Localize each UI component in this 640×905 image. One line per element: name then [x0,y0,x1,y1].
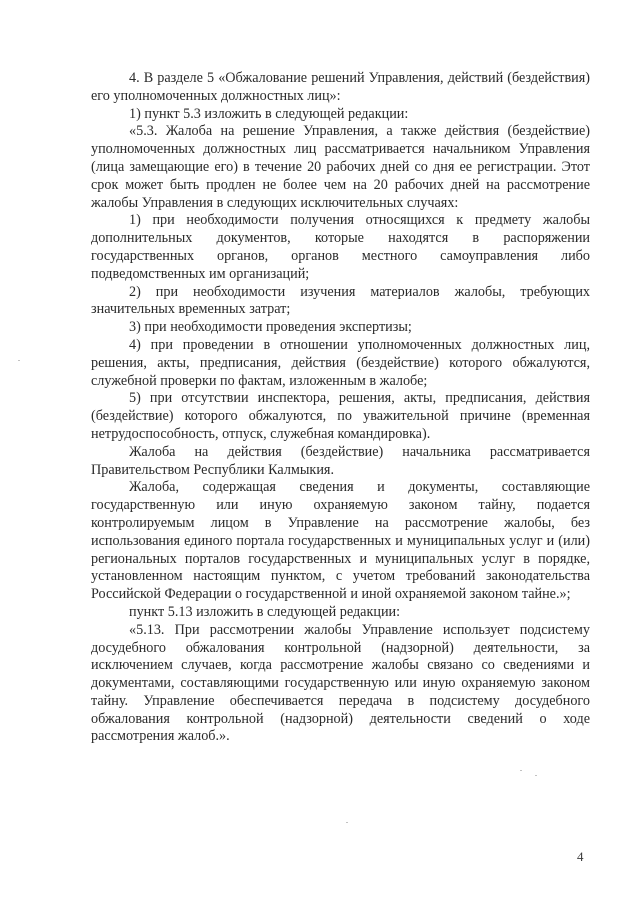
paragraph-5-3-text: «5.3. Жалоба на решение Управления, а также действия (бездействие) уполномоченных должностных лиц рассматривается начальником Управления (лица замещающие его) в течение 20 рабочих дней со дня ее регистрации. Этот срок может быть продлен не более чем на 20 рабочих дней на рассмотрение жалобы Управления в следующих исключительных случаях: [91,123,590,211]
paragraph-head-complaint: Жалоба на действия (бездействие) начальника рассматривается Правительством Республики Калмыкия. [91,443,590,478]
paragraph-case-5: 5) при отсутствии инспектора, решения, акты, предписания, действия (бездействие) которого обжалуются, по уважительной причине (временная нетрудоспособность, отпуск, служебная командировка). [91,390,590,442]
page-number: 4 [577,849,584,864]
paragraph-item-5-3-intro: 1) пункт 5.3 изложить в следующей редакции: [129,105,409,122]
scan-speck [520,770,522,771]
scan-speck [18,360,20,361]
paragraph-case-1: 1) при необходимости получения относящихся к предмету жалобы дополнительных документов, которые находятся в распоряжении государственных органов, органов местного самоуправления либо подведомственных им организаций; [91,212,590,282]
scan-speck [535,775,537,776]
paragraph-secret-complaint: Жалоба, содержащая сведения и документы, составляющие государственную или иную охраняемую законом тайну, подается контролируемым лицом в Управление на рассмотрение жалобы, без использования единого портала государственных и муниципальных услуг и (или) региональных порталов государственных и муниципальных услуг в порядке, установленном настоящим пунктом, с учетом требований законодательства Российской Федерации о государственной и иной охраняемой законом тайне.»; [91,479,590,603]
paragraph-item-5-13-intro: пункт 5.13 изложить в следующей редакции: [129,603,401,620]
paragraph-section-5-heading: 4. В разделе 5 «Обжалование решений Управления, действий (бездействия) его уполномоченных должностных лиц»: [91,70,590,104]
paragraph-5-13-text: «5.13. При рассмотрении жалобы Управление использует подсистему досудебного обжалования контрольной (надзорной) деятельности, за исключением случаев, когда рассмотрение жалобы связано со сведениями и документами, составляющими государственную или иную охраняемую законом тайну. Управление обеспечивается передача в подсистему досудебного обжалования контрольной (надзорной) деятельности сведений о ходе рассмотрения жалоб.». [91,621,590,745]
document-body [91,70,590,746]
paragraph-case-3: 3) при необходимости проведения экспертизы; [129,319,412,336]
scan-speck [346,822,348,823]
paragraph-case-2: 2) при необходимости изучения материалов жалобы, требующих значительных временных затрат; [91,283,590,318]
paragraph-case-4: 4) при проведении в отношении уполномоченных должностных лиц, решения, акты, предписания, действия (бездействие) которого обжалуются, служебной проверки по фактам, изложенным в жалобе; [91,336,590,389]
